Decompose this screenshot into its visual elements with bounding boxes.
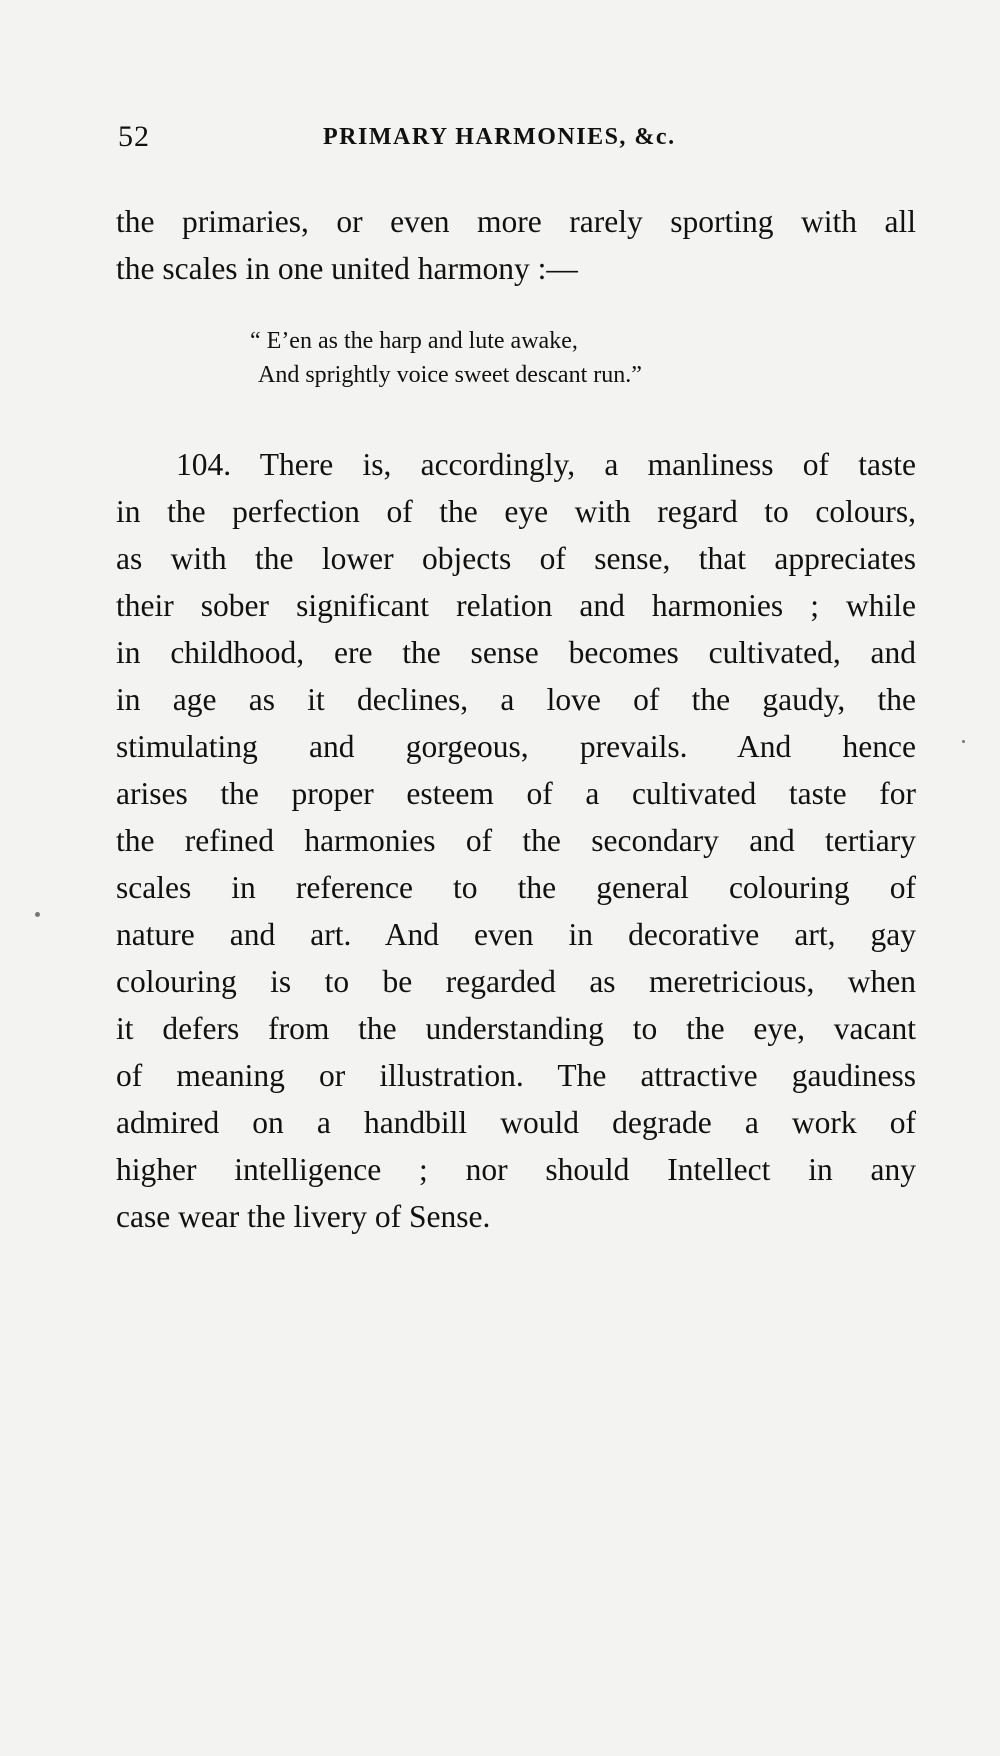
text-line: colouring is to be regarded as meretricious, when xyxy=(116,964,916,999)
text-line: case wear the livery of Sense. xyxy=(116,1199,491,1234)
text-line: their sober significant relation and harmonies ; while xyxy=(116,588,916,623)
text-line: scales in reference to the general colouring of xyxy=(116,870,916,905)
paragraph-104 xyxy=(116,441,916,1240)
text-line: it defers from the understanding to the eye, vacant xyxy=(116,1011,916,1046)
page-header xyxy=(118,120,918,160)
text-line: arises the proper esteem of a cultivated taste for xyxy=(116,776,916,811)
text-line: stimulating and gorgeous, prevails. And hence xyxy=(116,729,916,764)
text-line: the scales in one united harmony :— xyxy=(116,251,578,286)
text-line: admired on a handbill would degrade a work of xyxy=(116,1105,916,1140)
text-line: the refined harmonies of the secondary and tertiary xyxy=(116,823,916,858)
text-line: as with the lower objects of sense, that appreciates xyxy=(116,541,916,576)
running-head: PRIMARY HARMONIES, &c. xyxy=(323,124,676,150)
verse-line: And sprightly voice sweet descant run.” xyxy=(258,362,642,388)
text-line: nature and art. And even in decorative art, gay xyxy=(116,917,916,952)
intro-text xyxy=(116,198,916,292)
paper-speck xyxy=(35,912,40,917)
page-number: 52 xyxy=(118,120,150,153)
text-line: the primaries, or even more rarely sporting with all xyxy=(116,204,916,239)
text-line: in childhood, ere the sense becomes cultivated, and xyxy=(116,635,916,670)
text-line: in age as it declines, a love of the gaudy, the xyxy=(116,682,916,717)
text-line: in the perfection of the eye with regard to colours, xyxy=(116,494,916,529)
text-line: higher intelligence ; nor should Intellect in any xyxy=(116,1152,916,1187)
verse-line: “ E’en as the harp and lute awake, xyxy=(250,328,578,354)
text-line: of meaning or illustration. The attractive gaudiness xyxy=(116,1058,916,1093)
text-line: 104. There is, accordingly, a manliness of taste xyxy=(176,447,916,482)
verse-quotation xyxy=(116,324,916,392)
paper-speck xyxy=(962,740,965,743)
